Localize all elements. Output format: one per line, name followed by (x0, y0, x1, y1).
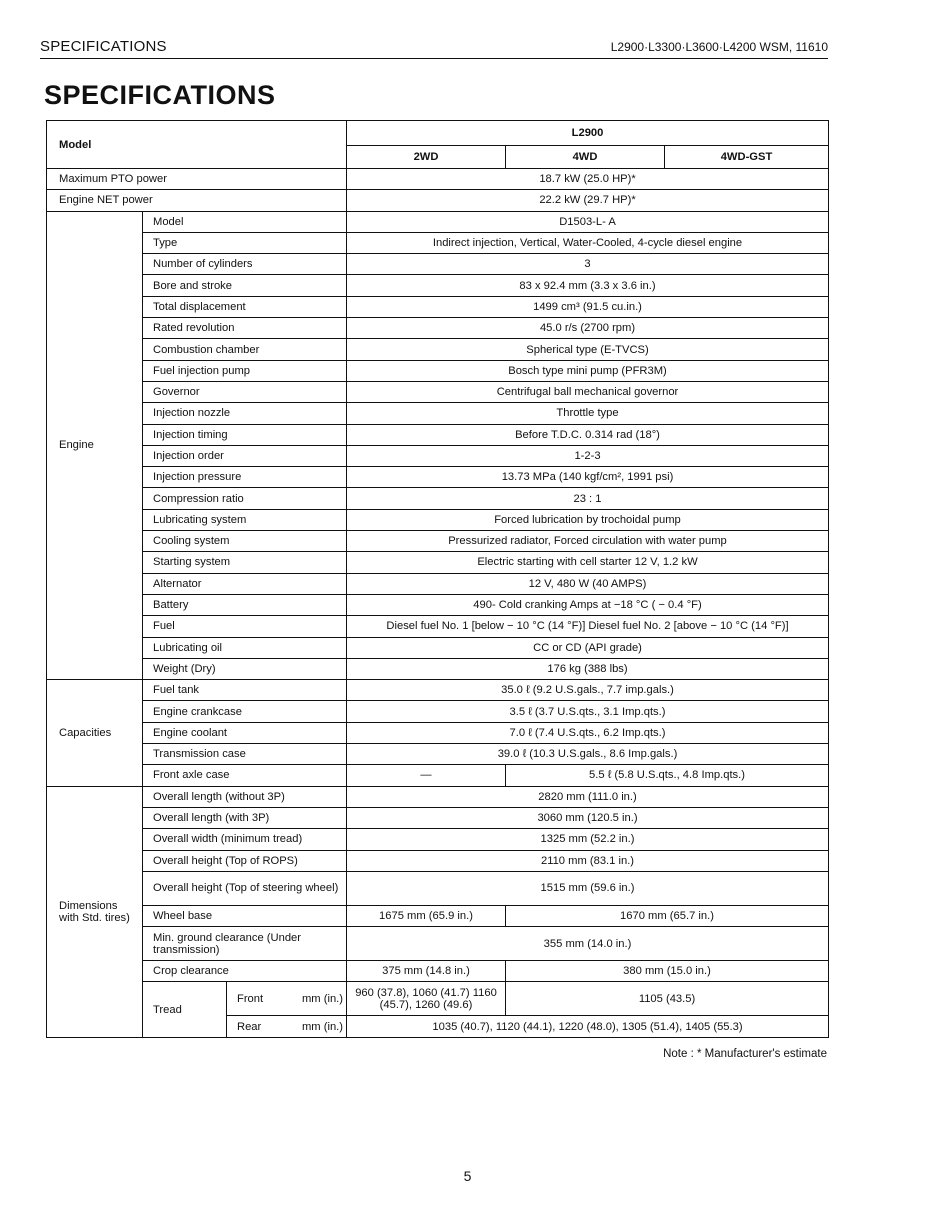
spec-value: Diesel fuel No. 1 [below − 10 °C (14 °F)] Diesel fuel No. 2 [above − 10 °C (14 °F)] (347, 616, 829, 637)
spec-label: Cooling system (143, 531, 347, 552)
spec-value-4wd: 380 mm (15.0 in.) (506, 961, 829, 982)
spec-label: Rated revolution (143, 318, 347, 339)
table-row (47, 531, 829, 552)
table-row (47, 701, 829, 722)
table-row (47, 445, 829, 466)
spec-label: Fuel tank (143, 680, 347, 701)
tread-front-text: Front (237, 992, 264, 1005)
spec-label: Governor (143, 381, 347, 402)
spec-value: 3.5 ℓ (3.7 U.S.qts., 3.1 Imp.qts.) (347, 701, 829, 722)
tread-front-4wd: 1105 (43.5) (506, 982, 829, 1016)
spec-value: Forced lubrication by trochoidal pump (347, 509, 829, 530)
spec-value: Spherical type (E-TVCS) (347, 339, 829, 360)
table-row (47, 509, 829, 530)
spec-value: 12 V, 480 W (40 AMPS) (347, 573, 829, 594)
tread-rear-text: Rear (237, 1020, 262, 1033)
spec-label: Compression ratio (143, 488, 347, 509)
spec-value: 83 x 92.4 mm (3.3 x 3.6 in.) (347, 275, 829, 296)
table-row (47, 807, 829, 828)
variant-2wd: 2WD (347, 146, 506, 169)
spec-label: Overall length (without 3P) (143, 786, 347, 807)
spec-value: 2820 mm (111.0 in.) (347, 786, 829, 807)
spec-label: Lubricating oil (143, 637, 347, 658)
spec-value: 39.0 ℓ (10.3 U.S.gals., 8.6 Imp.gals.) (347, 744, 829, 765)
table-row (47, 594, 829, 615)
table-row (47, 829, 829, 850)
spec-value: Electric starting with cell starter 12 V, 1.2 kW (347, 552, 829, 573)
spec-label: Model (143, 211, 347, 232)
variant-4wd-gst: 4WD-GST (665, 146, 829, 169)
table-row (47, 680, 829, 701)
table-row (47, 871, 829, 905)
spec-value: 3 (347, 254, 829, 275)
max-pto-value: 18.7 kW (25.0 HP)* (347, 169, 829, 190)
table-row (47, 552, 829, 573)
spec-value-4wd: 5.5 ℓ (5.8 U.S.qts., 4.8 Imp.qts.) (506, 765, 829, 786)
spec-label: Overall height (Top of steering wheel) (143, 871, 347, 905)
spec-label: Type (143, 232, 347, 253)
spec-value-4wd: 1670 mm (65.7 in.) (506, 905, 829, 926)
header-section: SPECIFICATIONS (40, 38, 167, 55)
table-row (47, 722, 829, 743)
spec-value: 490- Cold cranking Amps at −18 °C ( − 0.4 °F) (347, 594, 829, 615)
spec-value: 7.0 ℓ (7.4 U.S.qts., 6.2 Imp.qts.) (347, 722, 829, 743)
spec-label: Battery (143, 594, 347, 615)
tread-front-label (227, 982, 347, 1016)
spec-label: Injection nozzle (143, 403, 347, 424)
footnote: Note : * Manufacturer's estimate (663, 1048, 827, 1060)
table-row (47, 765, 829, 786)
table-row (47, 786, 829, 807)
spec-value: 45.0 r/s (2700 rpm) (347, 318, 829, 339)
spec-table (46, 120, 829, 1038)
table-row (47, 339, 829, 360)
spec-value: 2110 mm (83.1 in.) (347, 850, 829, 871)
spec-value: 1325 mm (52.2 in.) (347, 829, 829, 850)
table-row (47, 744, 829, 765)
spec-label: Number of cylinders (143, 254, 347, 275)
spec-value: 1515 mm (59.6 in.) (347, 871, 829, 905)
table-row (47, 573, 829, 594)
spec-value: Throttle type (347, 403, 829, 424)
spec-value: Centrifugal ball mechanical governor (347, 381, 829, 402)
spec-value-2wd: 1675 mm (65.9 in.) (347, 905, 506, 926)
page-title: SPECIFICATIONS (44, 80, 276, 110)
table-row (47, 616, 829, 637)
spec-label: Alternator (143, 573, 347, 594)
spec-value: 13.73 MPa (140 kgf/cm², 1991 psi) (347, 467, 829, 488)
tread-label: Tread (143, 982, 227, 1037)
spec-value-2wd: — (347, 765, 506, 786)
spec-label: Total displacement (143, 296, 347, 317)
spec-label: Min. ground clearance (Under transmission) (143, 927, 347, 961)
variant-4wd: 4WD (506, 146, 665, 169)
engine-net-label: Engine NET power (47, 190, 347, 211)
table-row (47, 488, 829, 509)
tread-rear-label (227, 1016, 347, 1037)
table-row (47, 232, 829, 253)
engine-group-label: Engine (47, 211, 143, 680)
spec-label: Engine coolant (143, 722, 347, 743)
spec-label: Bore and stroke (143, 275, 347, 296)
table-row (47, 381, 829, 402)
header-doc-ref: L2900·L3300·L3600·L4200 WSM, 11610 (610, 40, 828, 54)
table-row (47, 637, 829, 658)
spec-label: Front axle case (143, 765, 347, 786)
spec-value: Bosch type mini pump (PFR3M) (347, 360, 829, 381)
spec-value: 355 mm (14.0 in.) (347, 927, 829, 961)
spec-label: Injection timing (143, 424, 347, 445)
dimensions-group-label: Dimensions with Std. tires) (47, 786, 143, 1037)
table-row (47, 296, 829, 317)
spec-value: Indirect injection, Vertical, Water-Cooled, 4-cycle diesel engine (347, 232, 829, 253)
tread-rear-value: 1035 (40.7), 1120 (44.1), 1220 (48.0), 1305 (51.4), 1405 (55.3) (347, 1016, 829, 1037)
spec-value: 35.0 ℓ (9.2 U.S.gals., 7.7 imp.gals.) (347, 680, 829, 701)
spec-label: Combustion chamber (143, 339, 347, 360)
spec-label: Wheel base (143, 905, 347, 926)
tread-front-unit: mm (in.) (301, 992, 343, 1005)
spec-label: Overall height (Top of ROPS) (143, 850, 347, 871)
spec-value: 1-2-3 (347, 445, 829, 466)
spec-label: Overall width (minimum tread) (143, 829, 347, 850)
table-row (47, 403, 829, 424)
table-row (47, 850, 829, 871)
table-row (47, 905, 829, 926)
capacities-group-label: Capacities (47, 680, 143, 786)
table-row (47, 927, 829, 961)
table-row (47, 275, 829, 296)
spec-label: Transmission case (143, 744, 347, 765)
page-number: 5 (463, 1168, 472, 1184)
table-row (47, 360, 829, 381)
spec-label: Weight (Dry) (143, 658, 347, 679)
spec-value: D1503-L- A (347, 211, 829, 232)
spec-value: 23 : 1 (347, 488, 829, 509)
engine-net-value: 22.2 kW (29.7 HP)* (347, 190, 829, 211)
spec-label: Lubricating system (143, 509, 347, 530)
spec-label: Engine crankcase (143, 701, 347, 722)
tread-rear-unit: mm (in.) (301, 1020, 343, 1033)
table-row (47, 961, 829, 982)
spec-label: Fuel (143, 616, 347, 637)
running-header (40, 38, 828, 59)
max-pto-label: Maximum PTO power (47, 169, 347, 190)
table-row (47, 982, 829, 1016)
spec-label: Fuel injection pump (143, 360, 347, 381)
spec-label: Injection order (143, 445, 347, 466)
spec-value: Pressurized radiator, Forced circulation with water pump (347, 531, 829, 552)
table-row (47, 658, 829, 679)
spec-value: Before T.D.C. 0.314 rad (18°) (347, 424, 829, 445)
spec-label: Injection pressure (143, 467, 347, 488)
spec-value: 1499 cm³ (91.5 cu.in.) (347, 296, 829, 317)
table-row (47, 318, 829, 339)
spec-label: Overall length (with 3P) (143, 807, 347, 828)
table-row (47, 254, 829, 275)
model-name: L2900 (347, 121, 829, 146)
spec-value: 3060 mm (120.5 in.) (347, 807, 829, 828)
spec-value: CC or CD (API grade) (347, 637, 829, 658)
table-row (47, 467, 829, 488)
spec-value-2wd: 375 mm (14.8 in.) (347, 961, 506, 982)
spec-value: 176 kg (388 lbs) (347, 658, 829, 679)
model-label: Model (47, 121, 347, 169)
table-row (47, 424, 829, 445)
spec-label: Crop clearance (143, 961, 347, 982)
tread-front-2wd: 960 (37.8), 1060 (41.7) 1160 (45.7), 1260 (49.6) (347, 982, 506, 1016)
spec-label: Starting system (143, 552, 347, 573)
